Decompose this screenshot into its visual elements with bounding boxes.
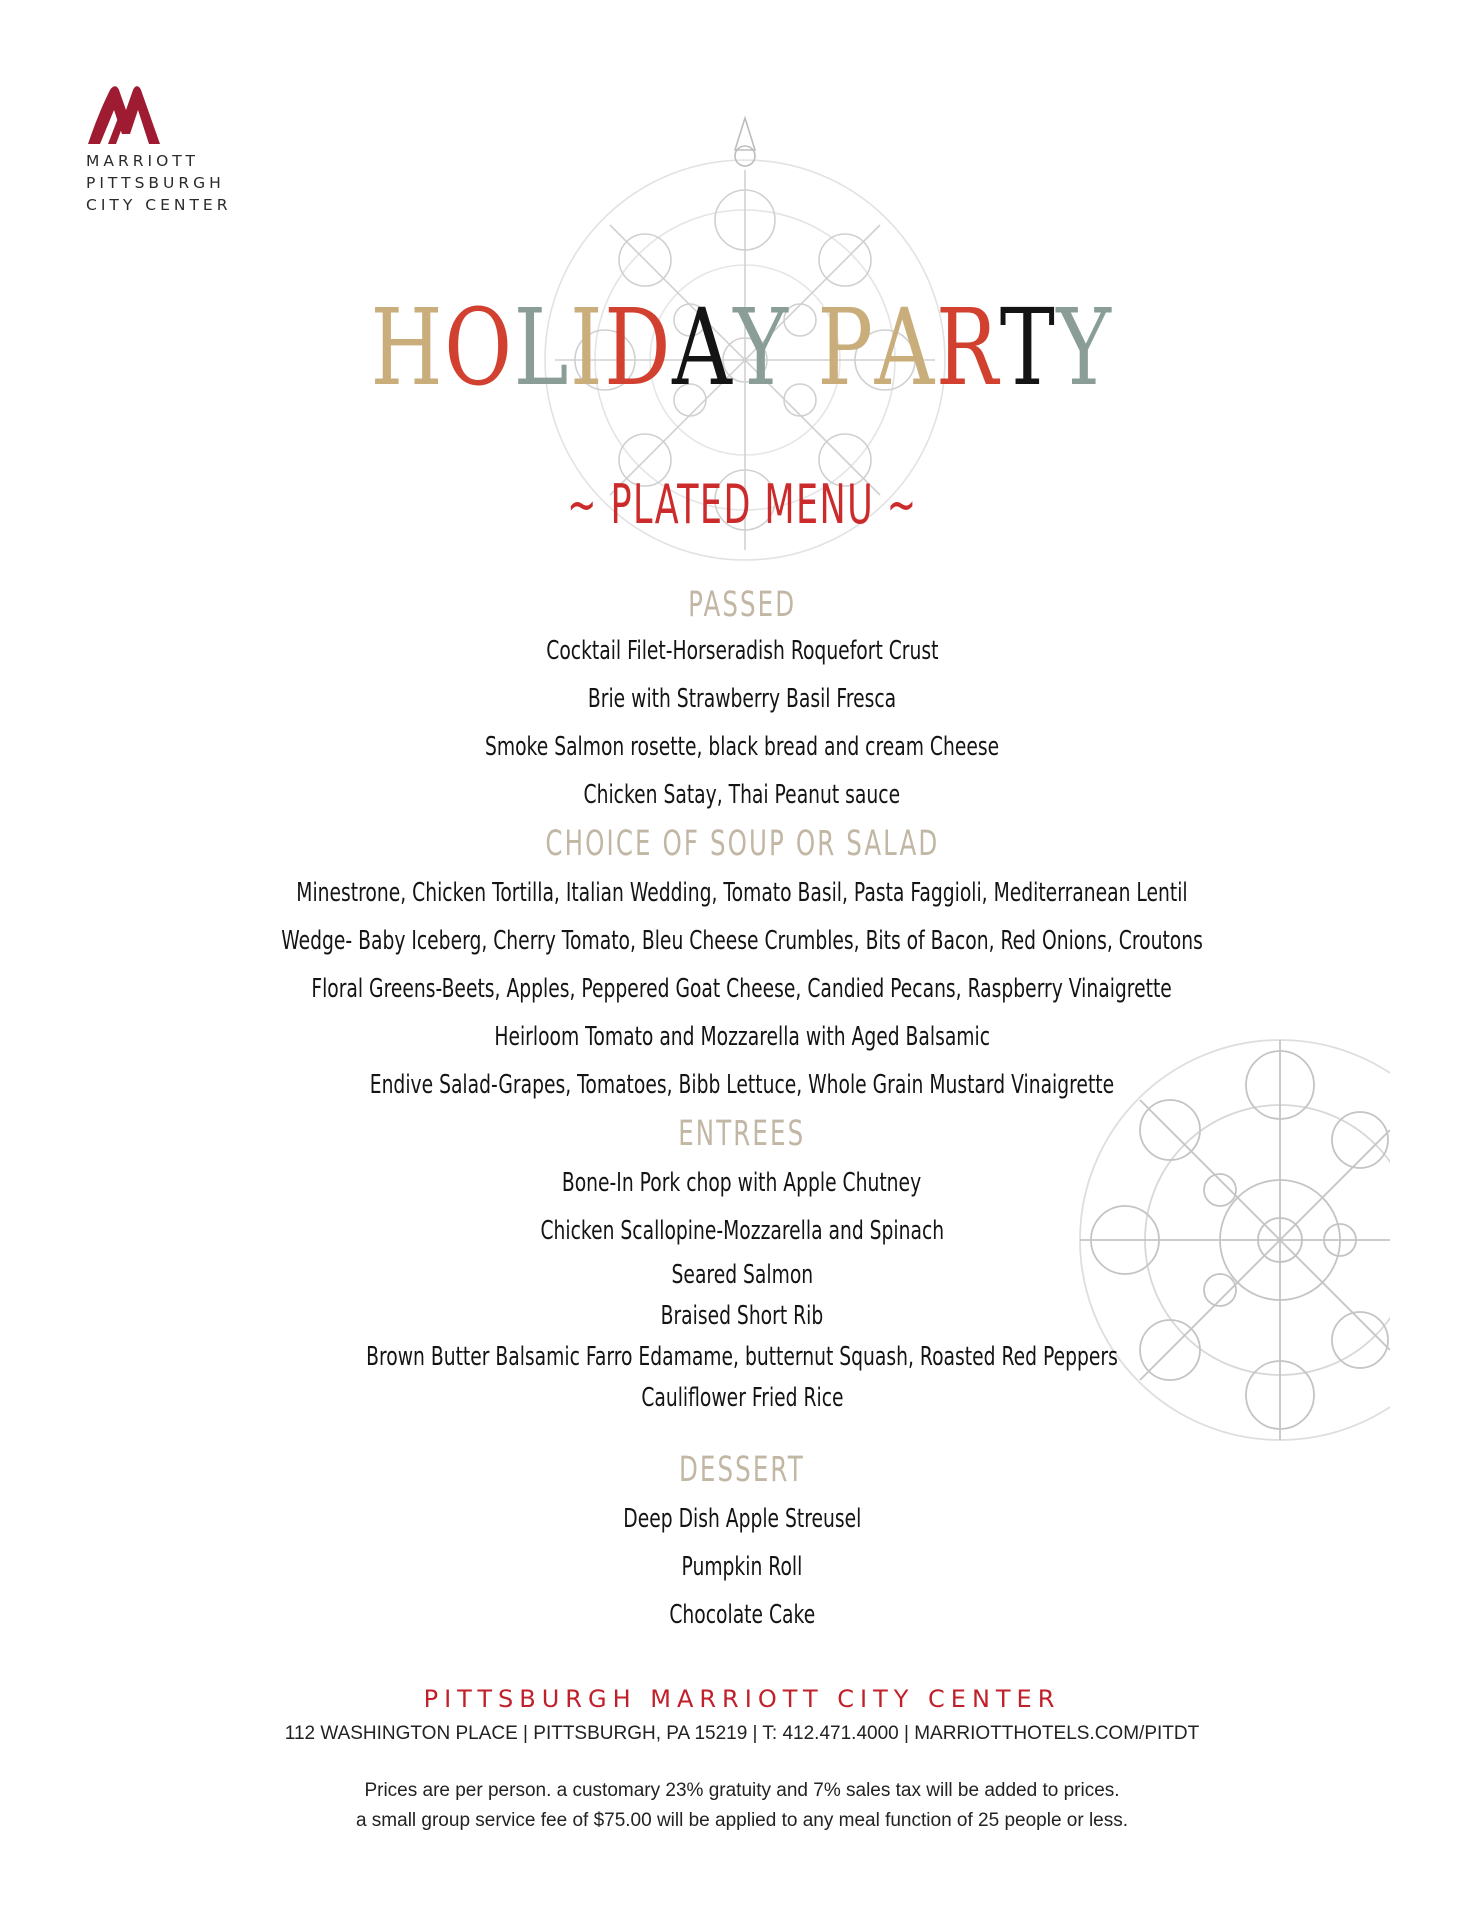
subtitle-text: PLATED MENU (610, 473, 874, 536)
menu-item: Wedge- Baby Iceberg, Cherry Tomato, Bleu Cheese Crumbles, Bits of Bacon, Red Onions, Croutons (281, 926, 1203, 956)
marriott-m-icon (86, 84, 168, 146)
menu-item: Minestrone, Chicken Tortilla, Italian Wedding, Tomato Basil, Pasta Faggioli, Mediterranean Lentil (296, 878, 1188, 908)
menu-item: Deep Dish Apple Streusel (622, 1504, 862, 1534)
menu-item: Smoke Salmon rosette, black bread and cream Cheese (484, 732, 1000, 762)
subtitle-left-tilde: ~ (566, 473, 598, 536)
menu-item: Seared Salmon (671, 1260, 813, 1290)
title-letter: O (444, 286, 514, 409)
subtitle-right-tilde: ~ (886, 473, 918, 536)
menu-item: Pumpkin Roll (681, 1552, 803, 1582)
title-letter (790, 288, 818, 408)
title-letter: Y (733, 286, 790, 409)
section-heading-dessert: DESSERT (679, 1450, 805, 1490)
menu-item: Endive Salad-Grapes, Tomatoes, Bibb Lettuce, Whole Grain Mustard Vinaigrette (369, 1070, 1115, 1100)
title-letter: A (672, 286, 734, 409)
pricing-note-line-1: Prices are per person. a customary 23% gratuity and 7% sales tax will be added to prices. (364, 1780, 1120, 1801)
menu-item: Cocktail Filet-Horseradish Roquefort Crust (545, 636, 939, 666)
menu-item: Brown Butter Balsamic Farro Edamame, butternut Squash, Roasted Red Peppers (366, 1342, 1118, 1372)
menu-item: Cauliflower Fried Rice (640, 1383, 844, 1413)
section-heading-entrees: ENTREES (678, 1114, 806, 1154)
title-letter: T (999, 286, 1057, 409)
title-letter: D (604, 286, 673, 409)
menu-item: Floral Greens-Beets, Apples, Peppered Goat Cheese, Candied Pecans, Raspberry Vinaigrette (311, 974, 1173, 1004)
logo-line-marriott: MARRIOTT (86, 152, 199, 170)
footer (0, 1682, 1484, 1836)
menu-content (0, 583, 1484, 1639)
title-letter: P (817, 286, 875, 409)
hotel-name: PITTSBURGH MARRIOTT CITY CENTER (423, 1685, 1061, 1713)
marriott-logo (86, 84, 286, 216)
menu-item: Bone-In Pork chop with Apple Chutney (562, 1168, 922, 1198)
title-letter: I (570, 286, 605, 409)
plated-menu-subtitle (0, 470, 1484, 540)
menu-item: Chocolate Cake (669, 1600, 815, 1630)
pricing-note-line-2: a small group service fee of $75.00 will be applied to any meal function of 25 people or less. (355, 1810, 1129, 1831)
section-heading-soup-salad: CHOICE OF SOUP OR SALAD (545, 824, 939, 864)
menu-item: Braised Short Rib (660, 1301, 824, 1331)
logo-line-city-center: CITY CENTER (86, 196, 232, 214)
menu-item: Chicken Satay, Thai Peanut sauce (583, 780, 901, 810)
title-letter: L (513, 286, 571, 409)
holiday-party-title (163, 288, 1321, 408)
hotel-address: 112 WASHINGTON PLACE | PITTSBURGH, PA 15219 | T: 412.471.4000 | MARRIOTTHOTELS.COM/PITDT (284, 1723, 1200, 1744)
logo-line-pittsburgh: PITTSBURGH (86, 174, 225, 192)
section-heading-passed: PASSED (687, 585, 797, 625)
title-letter: R (935, 286, 1000, 409)
title-letter: H (370, 286, 445, 409)
menu-item: Brie with Strawberry Basil Fresca (587, 684, 897, 714)
title-letter: Y (1056, 286, 1113, 409)
menu-item: Heirloom Tomato and Mozzarella with Aged Balsamic (494, 1022, 990, 1052)
menu-item: Chicken Scallopine-Mozzarella and Spinach (540, 1216, 944, 1246)
title-letter: A (874, 286, 936, 409)
